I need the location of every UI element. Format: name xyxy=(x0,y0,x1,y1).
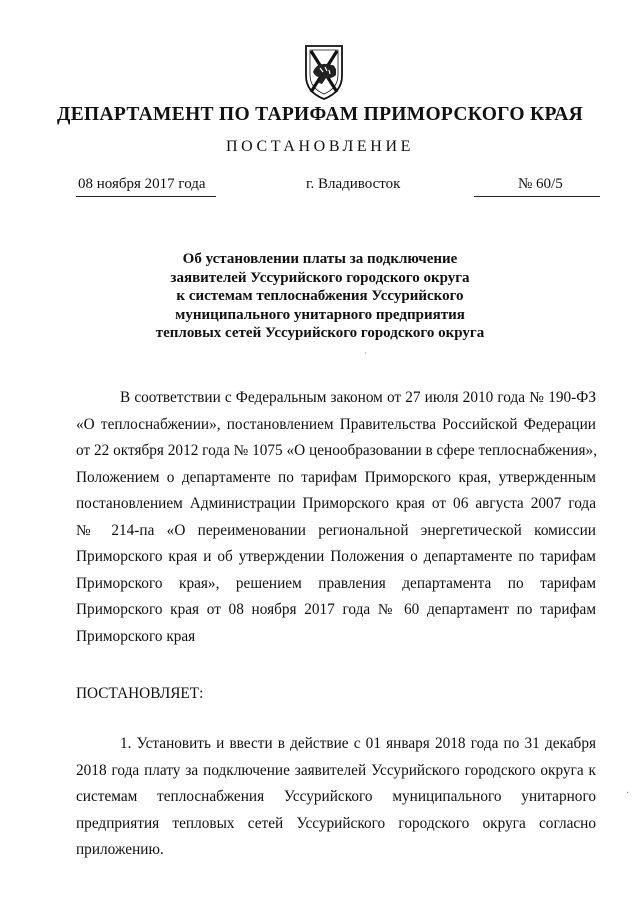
preamble-paragraph xyxy=(76,385,596,650)
preamble-line: № 214-па «О переименовании региональной энергетической комиссии xyxy=(76,521,596,539)
item-line: системам теплоснабжения Уссурийского муниципального унитарного xyxy=(76,788,596,805)
preamble-line: «О теплоснабжении», постановлением Правительства Российской Федерации xyxy=(76,415,596,433)
preamble-line: В соответствии с Федеральным законом от 27 июля 2010 года № 190-ФЗ xyxy=(120,389,596,406)
title-line: к системам теплоснабжения Уссурийского xyxy=(176,288,464,304)
item-line: 2018 года плату за подключение заявителей Уссурийского городского округа к xyxy=(76,761,596,779)
title-line: муниципального унитарного предприятия xyxy=(175,306,465,323)
number-underline xyxy=(474,196,600,197)
title-line: тепловых сетей Уссурийского городского округа xyxy=(155,325,485,341)
scan-mark: · xyxy=(626,788,630,799)
department-name: ДЕПАРТАМЕНТ ПО ТАРИФАМ ПРИМОРСКОГО КРАЯ xyxy=(57,104,583,125)
document-date: 08 ноября 2017 года xyxy=(78,176,206,192)
document-type: ПОСТАНОВЛЕНИЕ xyxy=(226,138,414,155)
document-number: № 60/5 xyxy=(518,176,563,192)
item-line: предприятия тепловых сетей Уссурийского городского округа согласно xyxy=(76,814,596,832)
document-title xyxy=(0,250,640,343)
title-line: заявителей Уссурийского городского округа xyxy=(170,269,470,286)
item-1-paragraph xyxy=(76,731,596,864)
scan-mark: ` xyxy=(364,352,368,363)
resolves-heading: ПОСТАНОВЛЯЕТ: xyxy=(76,685,204,702)
item-line: 1. Установить и ввести в действие с 01 января 2018 года по 31 декабря xyxy=(120,735,596,752)
title-line: Об установлении платы за подключение xyxy=(182,251,458,267)
preamble-line: Приморского края и об утверждении Положения о департаменте по тарифам xyxy=(76,548,596,565)
preamble-line: от 22 октября 2012 года № 1075 «О ценообразовании в сфере теплоснабжения», xyxy=(76,442,598,459)
date-underline xyxy=(76,196,216,197)
preamble-line: Положением о департаменте по тарифам Приморского края, утвержденным xyxy=(76,468,596,486)
preamble-line: Приморского края xyxy=(76,627,196,645)
coat-of-arms-icon xyxy=(296,42,352,102)
preamble-line: Приморского края», решением правления департамента по тарифам xyxy=(76,574,596,592)
document-city: г. Владивосток xyxy=(306,176,401,192)
preamble-line: постановлением Администрации Приморского края от 06 августа 2007 года xyxy=(76,495,596,512)
item-line: приложению. xyxy=(76,841,164,858)
preamble-line: Приморского края от 08 ноября 2017 года № 60 департамент по тарифам xyxy=(76,601,596,618)
